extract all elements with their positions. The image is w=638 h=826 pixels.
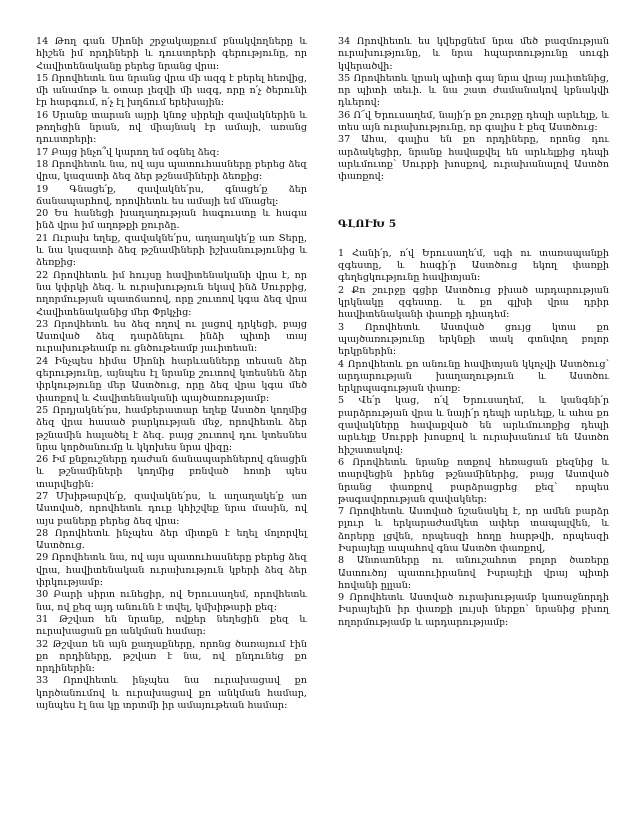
verse: 19 Գնացե՛ք, զավակնե՛րս, գնացե՛ք ձեր ճանապարհով, որովհետև ես ամայի եմ մնացել: [36, 183, 307, 207]
verse: 37 Ահա, գալիս են քո որդիները, որոնց դու արձակեցիր, նրանք հավաքվել են արևելքից դեպի արևմուտք՝ Սուրբի խոսքով, ուրախանալով Աստծո փառքով: [338, 134, 609, 183]
verse: 1 Հանի՛ր, ո՛վ Երուսաղե՛մ, սգի ու տառապանքի զգեստը, և հագի՛ր Աստծուց եկող փառքի գեղեցկությունը հավիտյան: [338, 247, 609, 284]
verse: 4 Որովհետև քո անունը հավիտյան կկոչվի Աստծուց՝ արդարության խաղաղություն և Աստծու երկրպագության փառք: [338, 358, 609, 395]
verse: 36 Ո՜վ Երուսաղեմ, նայի՛ր քո շուրջը դեպի արևելք, և տես այն ուրախությունը, որ գալիս է քեզ Աստծուց: [338, 109, 609, 134]
verse: 18 Որովհետև նա, ով այս պատուհասները բերեց ձեզ վրա, կազատի ձեզ ձեր թշնամիների ձեռքից: [36, 158, 307, 183]
chapter-heading: ԳԼՈՒԽ 5 [338, 217, 397, 230]
verse: 2 Քո շուրջը գցիր Աստծուց բխած արդարության կրկնակը զգեստը. և քո գլխի վրա դրիր հավիտենականի փառքի դիադեմ: [338, 284, 609, 321]
verse: 5 Վե՛ր կաց, ո՛վ Երուսաղեմ, և կանգնի՛ր բարձրության վրա և նայի՛ր դեպի արևելք, և ահա քո զավակները հավաքված են արևմուտքից դեպի արևելք Սուրբի խոսքով և ուրախանում են Աստծո հիշատակով: [338, 395, 609, 456]
verse: 20 Ես հանեցի խաղաղության հագուստը և հագա ինձ վրա իմ աղոթքի քուրձը. [36, 208, 307, 232]
verse: 27 Մխիթարվե՛ք, զավակնե՛րս, և աղաղակե՛ք առ Աստված, որովհետև դուք կհիշվեք նրա մասին, ով այս բաները բերեց ձեզ վրա: [36, 490, 307, 527]
left-text-column [36, 36, 307, 712]
verse: 34 Որովհետև ես կվերցնեմ նրա մեծ բազմության ուրախությունը, և նրա հպարտությունը սուգի կվերածվի: [338, 36, 609, 72]
verse: 14 Թող գան Սիոնի շրջակայքում բնակվողները և հիշեն իմ որդիների և դուստրերի գերությունը, որ Հավիտենականը բերեց նրանց վրա: [36, 36, 307, 72]
verse: 17 Բայց ինչո՞վ կարող եմ օգնել ձեզ: [36, 146, 220, 158]
verse: 3 Որովհետև Աստված ցույց կտա քո պայծառությունը երկնքի տակ գտնվող բոլոր երկրներին: [338, 321, 609, 358]
verse: 16 Սրանք տարան այրի կնոջ սիրելի զավակներին և թողեցին նրան, ով միայնակ էր ամայի, առանց դուստրերի: [36, 109, 307, 146]
verse: 30 Բարի սիրտ ունեցիր, ով Երուսաղեմ, որովհետև նա, ով քեզ այդ անունն է տվել, կմխիթարի քեզ: [36, 589, 307, 613]
verse: 31 Թշվառ են նրանք, ովքեր նեղեցին քեզ և ուրախացան քո անկման համար: [36, 613, 307, 638]
verse: 23 Որովհետև ես ձեզ ողով ու լացով դրկեցի, բայց Աստված ձեզ դարձնելու ինձի պիտի տայ ուրախութեամբ ու ցնծութեամբ յաւիտեան: [36, 318, 307, 355]
verse: 28 Որովհետև ինչպես ձեր միտքն է եղել մոլորվել Աստծուց. [36, 527, 307, 552]
verse: 22 Որովհետև իմ հույսը հավիտենականի վրա է, որ նա կփրկի ձեզ. և ուրախություն եկավ ինձ Սուրբից, ողորմության պատճառով, որը շուտով կգա ձեզ վրա Հավիտենականից մեր Փրկչից: [36, 269, 307, 318]
verse: 6 Որովհետև նրանք ոտքով հեռացան քեզնից և տարվեցին իրենց թշնամիներից, բայց Աստված նրանց փառքով բարձրացրեց քեզ՝ որպես թագավորության զավակներ: [338, 456, 609, 505]
verse: 7 Որովհետև Աստված նշանակել է, որ ամեն բարձր բլուր և երկարաժամկետ ափեր տապալվեն, և ձորերը լցվեն, որպեսզի հողը հարթվի, որպեսզի Իսրայելը ապահով գնա Աստծո փառքով, [338, 506, 609, 554]
verse: 25 Որդյակնե՛րս, համբերատար եղեք Աստծո կողմից ձեզ վրա հասած բարկության մեջ, որովհետև ձեր թշնամին հալածել է ձեզ. բայց շուտով դու կտեսնես նրա կործանումը և կկոխես նրա վիզը: [36, 404, 307, 453]
verse: 8 Անտառները ու անուշահոտ բոլոր ծառերը Աստուծոյ պատուիրանով Իսրայէլի վրայ պիտի հովանի ըլլան: [338, 555, 609, 591]
verse: 29 Որովհետև նա, ով այս պատուհասները բերեց ձեզ վրա, հավիտենական ուրախություն կբերի ձեզ ձեր փրկությամբ: [36, 552, 307, 589]
verse: 24 Ինչպես հիմա Սիոնի հարևանները տեսան ձեր գերությունը, այնպես էլ նրանք շուտով կտեսնեն ձեր փրկությունը մեր Աստծուց, որը ձեզ վրա կգա մեծ փառքով և Հավիտենականի պայծառությամբ: [36, 355, 307, 404]
verse: 26 Իմ քնքուշները դաժան ճանապարհներով գնացին և թշնամիների կողմից բռնված հոտի պես տարվեցին: [36, 454, 307, 490]
verse: 15 Որովհետև նա նրանց վրա մի ազգ է բերել հեռվից, մի անամոթ և օտար լեզվի մի ազգ, որը ո՛չ ծերունի էր հարգում, ո՛չ էլ խղճում երեխային: [36, 72, 307, 109]
verse: 35 Որովհետև կրակ պիտի գայ նրա վրայ յաւիտենից, որ պիտի տեւի. և նա շատ ժամանակով կբնակվի դևերով: [338, 72, 609, 109]
right-text-column [338, 36, 609, 629]
verse: 33 Որովհետև ինչպես նա ուրախացավ քո կործանումով և ուրախացավ քո անկման համար, այնպես էլ նա կը տրտմի իր ամայութեան համար: [36, 675, 307, 712]
verse: 32 Թշվառ են այն քաղաքները, որոնց ծառայում էին քո որդիները, թշվառ է նա, ով ընդունեց քո որդիներին: [36, 638, 307, 675]
verse: 21 Ուրախ եղեք, զավակնե՛րս, աղաղակե՛ք առ Տերը, և նա կազատի ձեզ թշնամիների իշխանությունից և ձեռքից: [36, 232, 307, 269]
verse: 9 Որովհետև Աստված ուրախությամբ կառաջնորդի Իսրայելին իր փառքի լույսի ներքո՝ նրանից բխող ողորմությամբ և արդարությամբ: [338, 592, 609, 628]
